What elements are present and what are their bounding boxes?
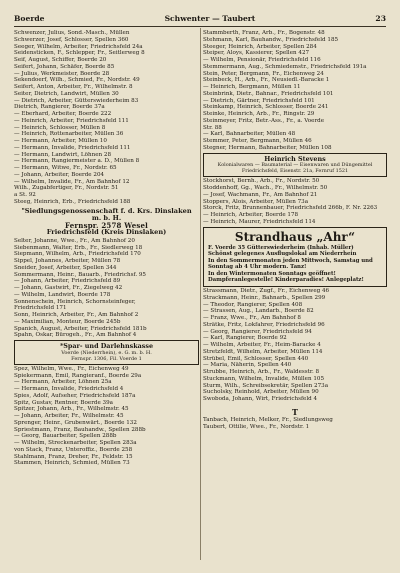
strandhaus-ad-body1: Schönst gelegenes Ausflugslokal am Niederrhein [208, 251, 357, 258]
directory-entry: — Hermann, Rangiermeister a. D., Müllen 8 [14, 158, 140, 165]
siedlung-ad-line1: "Siedlungsgenossenschaft f. d. Krs. Dinslaken [21, 206, 192, 215]
right-column [203, 30, 387, 430]
header-rule [14, 26, 386, 27]
directory-entry: Sommermann, Heinr., Bauarb., Friedrichsf. 95 [14, 271, 146, 278]
directory-entry: — Strassen, Aug., Landarb., Boerde 82 [203, 308, 314, 315]
directory-entry: — Wilhelm, Landwirt, Boerde 178 [14, 291, 111, 298]
directory-entry: — Heinrich, Maurer, Friedrichsfeld 114 [203, 218, 316, 225]
header-center: Schwenter — Taubert [164, 14, 256, 23]
directory-entry: — Johann, Arbeiter, Fr., Wilhelmstr. 45 [14, 413, 124, 420]
entries-group-c [14, 366, 199, 467]
directory-entry: — Josef, Wachmann, Fr., Am Bahnhof 21 [203, 191, 318, 198]
directory-entry: Stoddenhoff, Gg., Wach., Fr., Wilhelmstr. 50 [203, 185, 328, 191]
directory-entry: Sucholsky, Reinhold, Arbeiter, Müllen 90 [203, 389, 319, 396]
directory-entry: Spies, Adolf, Aufseher, Friedrichsfeld 187a [14, 392, 136, 399]
siedlung-ad-line2: m. b. H. [91, 213, 122, 222]
directory-entry: Spiekermann, Emil, Rangieranf., Boerde 29a [14, 372, 142, 379]
directory-entry: Schwerzer, Josef, Schlosser, Spellen 360 [14, 36, 129, 43]
directory-entry: Strubbe, Heinrich, Arb., Fr., Waldesstr. 8 [203, 369, 320, 376]
directory-entry: — Heinrich, Bergmann, Müllen 11 [203, 84, 301, 90]
directory-entry: — Wilhelm, Pensionär, Friedrichsfeld 116 [203, 57, 321, 63]
directory-entry: — Karl, Bahnarbeiter, Müllen 48 [203, 131, 296, 138]
stevens-ad [203, 153, 387, 178]
directory-entry: Spriestmann, Franz, Bauhandw., Spellen 288b [14, 426, 146, 433]
directory-entry: Strätke, Fritz, Lokfahrer, Friedrichsfeld 96 [203, 321, 325, 328]
directory-entry: Strübel, Emil, Schlosser, Spellen 440 [203, 355, 309, 362]
spar-ad-sub1: Voerde (Niederrhein), e. G. m. b. H. [61, 349, 152, 356]
directory-entry: Sonnenschein, Heinrich, Schornsteinfeger, [14, 298, 136, 305]
directory-entry: Seiter, Dietrich, Landwirt, Müllen 30 [14, 90, 119, 97]
page-header [14, 14, 386, 25]
directory-entry: — Julius, Werkmeister, Boerde 28 [14, 70, 110, 77]
directory-entry: — Maximilian, Monteur, Boerde 245b [14, 318, 121, 325]
directory-entry: Wilh., Zugabfertiger, Fr., Nordstr. 51 [14, 185, 119, 192]
directory-entry: Str. 88 [203, 124, 222, 131]
spar-darlehnskasse-ad [14, 340, 199, 365]
directory-entry: Siepmann, Wilhelm, Arb., Friedrichsfeld 170 [14, 251, 141, 258]
directory-entry: Seifert, Johann, Schäfer, Boerde 85 [14, 63, 115, 70]
directory-entry: Stretzfeldt, Wilhelm, Arbeiter, Müllen 114 [203, 348, 323, 355]
directory-entry: Spez, Wilhelm, Wwe., Fr., Eichenweg 49 [14, 365, 129, 372]
directory-entry: — Eberhard, Arbeiter, Boerde 222 [14, 111, 112, 117]
directory-entry: — Hermann, Invalide, Friedrichsfeld 111 [14, 144, 131, 151]
column-divider [200, 28, 201, 560]
directory-entry: Seif, August, Schiffer, Boerde 20 [14, 57, 107, 63]
directory-entry: Spitz, Gustav, Rentner, Boerde 39a [14, 399, 114, 406]
entries-group-f [203, 288, 387, 403]
strandhaus-ad-title: Strandhaus „Ahr“ [234, 229, 356, 244]
directory-entry: — Wilhelm, Arbeiter, Fr., Heim-Baracke 4 [203, 342, 321, 349]
header-left: Boerde [14, 14, 45, 23]
directory-entry: Stuckmann, Wilhelm, Invalide, Müllen 105 [203, 375, 325, 382]
directory-entry: Selter, Johanne, Wwe., Fr., Am Bahnhof 20 [14, 237, 135, 244]
spar-ad-sub2: Fernspr. 1306, Fil. Voerde 1 [71, 355, 142, 362]
directory-entry: Stoppers, Alois, Arbeiter, Müllen 73a [203, 198, 309, 205]
directory-entry: — Dietrich, Arbeiter, Gütterswiederheim 83 [14, 97, 139, 104]
directory-entry: — Dietrich, Gärtner, Friedrichsfeld 101 [203, 97, 315, 104]
directory-entry: Steinkamp, Heinrich, Schlosser, Boerde 241 [203, 104, 329, 111]
directory-entry: Stemmer, Peter, Bergmann, Müllen 46 [203, 138, 312, 144]
directory-entry: Strackmann, Heinr., Bahnarb., Spellen 299 [203, 294, 326, 301]
directory-entry: Spahn, Oskar, Bürogeh., Fr., Am Bahnhof 4 [14, 332, 137, 339]
directory-entry: Stammberth, Franz, Arb., Fr., Bogenstr. 48 [203, 30, 325, 36]
directory-entry: Stockhorst, Bernh., Arb., Fr., Nordstr. 50 [203, 178, 320, 185]
directory-entry: — Wilhelm, Streckenarbeiter, Spellen 283a [14, 440, 137, 447]
directory-entry: von Stack, Franz, Unteroffiz., Boerde 258 [14, 446, 133, 453]
directory-entry: Stammen, Heinrich, Schmied, Müllen 73 [14, 460, 130, 467]
directory-entry: — Franz, Wwe., Fr., Am Bahnhof 8 [203, 315, 301, 322]
entries-group-b [14, 238, 199, 339]
strandhaus-ad-body2: In den Sommermonaten jeden Mittwoch, Samstag und Sonntag ab 4 Uhr modern. Tanz! [208, 257, 373, 271]
entries-group-d [203, 30, 387, 152]
directory-entry: — Hermann, Arbeiter, Löhnen 25a [14, 379, 112, 386]
directory-entry: — Johann, Gastwirt, Fr., Ziegelweg 42 [14, 285, 123, 292]
directory-entry: Seeger, Wilhelm, Arbeiter, Friedrichsfeld 24a [14, 43, 143, 50]
directory-entry: — Heinrich, Rottenarbeiter, Müllen 36 [14, 131, 124, 138]
directory-entry: Seidensticken, F., Schlepper, Fr., Seitlerweg 8 [14, 50, 145, 57]
directory-entry: a St. 92 [14, 192, 36, 198]
directory-entry: Steeger, Heinrich, Arbeiter, Spellen 284 [203, 43, 317, 50]
strandhaus-ad-body3: In den Wintermonaten Sonntags geöffnet! [208, 270, 336, 277]
directory-entry: Steiper, Aloys, Kassierer, Spellen 427 [203, 50, 310, 57]
directory-entry: Stegner, Hermann, Bahnarbeiter, Müllen 108 [203, 144, 332, 151]
directory-entry: Stein, Peter, Bergmann, Fr., Eichenweg 24 [203, 70, 324, 77]
entries-group-a [14, 30, 199, 206]
directory-entry: — Georg, Bauarbeiter, Spellen 288b [14, 433, 117, 440]
strandhaus-ad [203, 227, 387, 288]
directory-entry: Stahlmann, Franz, Dreher, Fr., Feldstr. 15 [14, 453, 133, 460]
entries-group-e [203, 178, 387, 225]
directory-entry: — Johann, Arbeiter, Friedrichsfeld 89 [14, 278, 121, 285]
directory-entry: Storck, Fritz, Brunnenbauer, Friedrichsfeld 266b, F. Nr. 2263 [203, 205, 378, 212]
directory-entry: Stehmann, Karl, Bauhandw., Friedrichsfeld 185 [203, 36, 339, 43]
siedlung-ad [14, 208, 199, 236]
directory-entry: Sneider, Josef, Arbeiter, Spellen 344 [14, 264, 117, 271]
directory-entry: — Heinrich, Arbeiter, Friedrichsfeld 111 [14, 117, 129, 124]
left-column [14, 30, 199, 467]
directory-entry: Sonn, Heinrich, Arbeiter, Fr., Am Bahnhof 2 [14, 312, 139, 319]
stevens-ad-title: Heinrich Stevens [264, 154, 326, 163]
directory-entry: — Theodor, Rangierer, Spellen 408 [203, 301, 303, 308]
directory-entry: — Heinrich, Schlosser, Müllen 8 [14, 124, 106, 131]
directory-entry: Sprenger, Heinr., Grubenwärt., Boerde 132 [14, 419, 137, 426]
directory-entry: Seifert, Anton, Arbeiter, Fr., Wilhelmstr. 8 [14, 84, 133, 90]
directory-entry: Swoboda, Johann, Wirt, Friedrichsfeld 4 [203, 396, 318, 403]
directory-entry: — Johann, Arbeiter, Boerde 204 [14, 171, 105, 178]
directory-entry: Steinbrink, Dietr., Bahnar., Friedrichsfeld 101 [203, 90, 334, 97]
directory-entry: Stemmermann, Aug., Schmiedemstr., Friedrichsfeld 191a [203, 63, 367, 70]
stevens-ad-sub1: Kolonialwaren — Baumaterial — Eisenwaren und Düngemittel [217, 162, 373, 169]
siedlung-ad-place: Friedrichsfeld (Kreis Dinslaken) [46, 227, 167, 236]
page-number: 23 [375, 14, 386, 23]
directory-entry: — Hermann, Landwirt, Löhnen 28 [14, 151, 112, 158]
stevens-ad-sub2: Friedrichsfeld, Eisenstr. 21a, Fernruf 1521 [241, 168, 349, 175]
directory-entry: Dietrich, Rangierer, Boerde 37a [14, 104, 105, 111]
directory-entry: — Maria, Näherin, Spellen 440 [203, 362, 292, 369]
directory-entry: Sekendoerf, Wilh., Schmied, Fr., Nordstr. 49 [14, 77, 140, 84]
directory-entry: Sippel, Johannes, Arbeiter, Müllen 78 [14, 258, 121, 265]
siedlung-ad-phone: Fernspr. 2578 Wesel [64, 220, 149, 230]
entries-group-g [203, 417, 387, 431]
directory-entry: — Georg, Rangierer, Friedrichsfeld 94 [203, 328, 312, 335]
directory-entry: Friedrichsfeld 171 [14, 305, 67, 312]
directory-entry: Steinmeyer, Fritz, Betr.-Ass., Fr., a. Voerde [203, 117, 325, 124]
directory-entry: — Hermann, Invalide, Friedrichsfeld 4 [14, 386, 124, 393]
directory-entry: — Wilhelm, Invalide, Fr., Am Bahnhof 12 [14, 178, 130, 185]
directory-entry: Spanich, August, Arbeiter, Friedrichsfeld 181b [14, 325, 147, 332]
strandhaus-ad-body4: Dampferanlegestelle! Kinderparadies! Anlegeplatz! [208, 277, 364, 284]
directory-entry: Schwenzer, Julius, Sond.-Masch., Müllen [14, 30, 130, 36]
directory-entry: Siebenmann, Walter, Erb., Fr., Siedlerweg 18 [14, 244, 143, 251]
directory-entry: Spitzer, Johann, Arb., Fr., Wilhelmstr. 45 [14, 406, 129, 413]
strandhaus-ad-sub: F. Voerde 35 Gütterswiederheim (Inhab. Müller) [208, 244, 354, 251]
section-letter: T [292, 406, 298, 417]
directory-entry: Taubert, Ottilie, Wwe., Fr., Nordstr. 1 [203, 423, 310, 430]
directory-entry: — Heinrich, Arbeiter, Boerde 178 [203, 212, 299, 218]
directory-entry: — Hermann, Arbeiter, Müllen 10 [14, 138, 107, 144]
directory-entry: Steeg, Heinrich, Erb., Friedrichsfeld 188 [14, 198, 131, 205]
directory-entry: — Karl, Rangierer, Boerde 92 [203, 335, 287, 342]
spar-ad-title: *Spar- und Darlehnskasse [59, 342, 154, 351]
directory-entry: Strassmann, Dietr., Zugf., Fr., Eichenweg 46 [203, 288, 330, 295]
directory-entry: Steinbeck, H., Arb., Fr., Neusiedl.-Baracke 1 [203, 77, 330, 84]
directory-entry: Steinke, Heinrich, Arb., Fr., Ringstr. 29 [203, 111, 315, 117]
directory-entry: — Hermann, Witwe, Fr., Nordstr. 65 [14, 165, 117, 171]
directory-entry: Tanbach, Heinrich, Melker, Fr., Siedlungsweg [203, 416, 333, 423]
directory-entry: Sturm, Wilh., Schreibsekretär, Spellen 273a [203, 382, 329, 389]
